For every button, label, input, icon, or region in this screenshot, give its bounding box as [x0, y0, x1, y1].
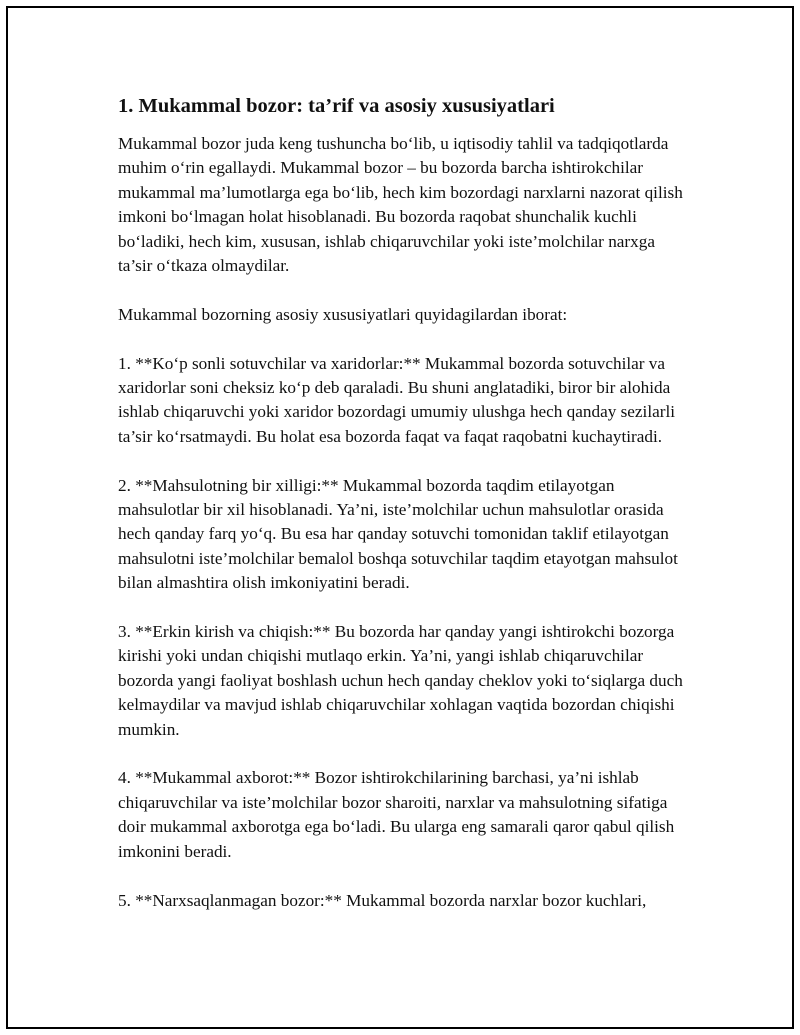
feature-paragraph-1: 1. **Ko‘p sonli sotuvchilar va xaridorlar:** Mukammal bozorda sotuvchilar va xaridorlar soni cheksiz ko‘p deb qaraladi. Bu shuni anglatadiki, biror bir alohida ishlab chiqaruvchi yoki xaridor bozordagi umumiy ulushga hech qanday sezilarli ta’sir ko‘rsatmaydi. Bu holat esa bozorda faqat va faqat raqobatni kuchaytiradi.: [118, 353, 676, 446]
feature-paragraph-5: 5. **Narxsaqlanmagan bozor:** Mukammal bozorda narxlar bozor kuchlari,: [118, 890, 647, 910]
section-heading: 1. Mukammal bozor: ta’rif va asosiy xususiyatlari: [118, 95, 555, 117]
document-body: [118, 92, 688, 937]
features-lead-paragraph: Mukammal bozorning asosiy xususiyatlari quyidagilardan iborat:: [118, 304, 568, 324]
feature-paragraph-2: 2. **Mahsulotning bir xilligi:** Mukammal bozorda taqdim etilayotgan mahsulotlar bir xil hisoblanadi. Ya’ni, iste’molchilar uchun mahsulotlar orasida hech qanday farq yo‘q. Bu esa har qanday sotuvchi tomonidan taklif etilayotgan mahsulotni iste’molchilar bemalol boshqa sotuvchilar taqdim etayotgan mahsulot bilan almashtira olish imkoniyatini beradi.: [118, 475, 678, 593]
feature-paragraph-4: 4. **Mukammal axborot:** Bozor ishtirokchilarining barchasi, ya’ni ishlab chiqaruvchilar va iste’molchilar bozor sharoiti, narxlar va mahsulotning sifatiga doir mukammal axborotga ega bo‘ladi. Bu ularga eng samarali qaror qabul qilish imkonini beradi.: [118, 768, 675, 861]
feature-paragraph-3: 3. **Erkin kirish va chiqish:** Bu bozorda har qanday yangi ishtirokchi bozorga kirishi yoki undan chiqishi mutlaqo erkin. Ya’ni, yangi ishlab chiqaruvchilar bozorda yangi faoliyat boshlash uchun hech qanday cheklov yoki to‘siqlarga duch kelmaydilar va mavjud ishlab chiqaruvchilar xohlagan vaqtida bozordan chiqishi mumkin.: [118, 622, 683, 739]
intro-paragraph: Mukammal bozor juda keng tushuncha bo‘lib, u iqtisodiy tahlil va tadqiqotlarda muhim o‘rin egallaydi. Mukammal bozor – bu bozorda barcha ishtirokchilar mukammal ma’lumotlarga ega bo‘lib, hech kim bozordagi narxlarni nazorat qilish imkoni bo‘lmagan holat hisoblanadi. Bu bozorda raqobat shunchalik kuchli bo‘ladiki, hech kim, xususan, ishlab chiqaruvchilar yoki iste’molchilar narxga ta’sir o‘tkaza olmaydilar.: [118, 134, 683, 276]
